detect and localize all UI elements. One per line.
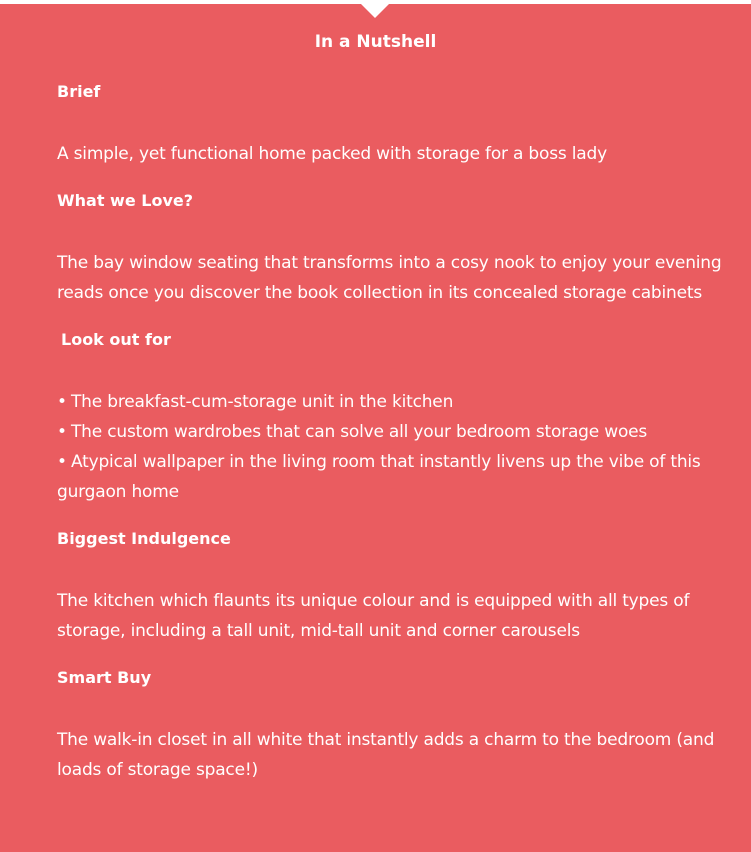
list-item xyxy=(57,417,727,447)
list-item-text: Atypical wallpaper in the living room that instantly livens up the vibe of this gurgaon home xyxy=(57,452,701,502)
love-heading: What we Love? xyxy=(57,191,194,210)
list-item xyxy=(57,387,727,417)
list-item-text: The custom wardrobes that can solve all your bedroom storage woes xyxy=(71,422,648,442)
indulgence-heading: Biggest Indulgence xyxy=(57,529,231,548)
lookout-heading: Look out for xyxy=(61,330,171,349)
notch-pointer xyxy=(361,4,389,18)
bullet-icon: • xyxy=(57,422,67,442)
nutshell-content xyxy=(57,82,727,807)
lookout-list xyxy=(57,387,727,507)
nutshell-panel xyxy=(0,4,751,852)
indulgence-text: The kitchen which flaunts its unique colour and is equipped with all types of storage, including a tall unit, mid-tall unit and corner carousels xyxy=(57,591,690,641)
panel-title: In a Nutshell xyxy=(314,32,437,52)
bullet-icon: • xyxy=(57,392,67,412)
brief-heading: Brief xyxy=(57,82,101,101)
love-text: The bay window seating that transforms into a cosy nook to enjoy your evening reads once you discover the book collection in its concealed storage cabinets xyxy=(57,253,722,303)
brief-text: A simple, yet functional home packed with storage for a boss lady xyxy=(57,144,607,164)
list-item-text: The breakfast-cum-storage unit in the kitchen xyxy=(71,392,454,412)
bullet-icon: • xyxy=(57,452,67,472)
list-item xyxy=(57,447,727,507)
smartbuy-text: The walk-in closet in all white that instantly adds a charm to the bedroom (and loads of storage space!) xyxy=(57,730,715,780)
smartbuy-heading: Smart Buy xyxy=(57,668,152,687)
